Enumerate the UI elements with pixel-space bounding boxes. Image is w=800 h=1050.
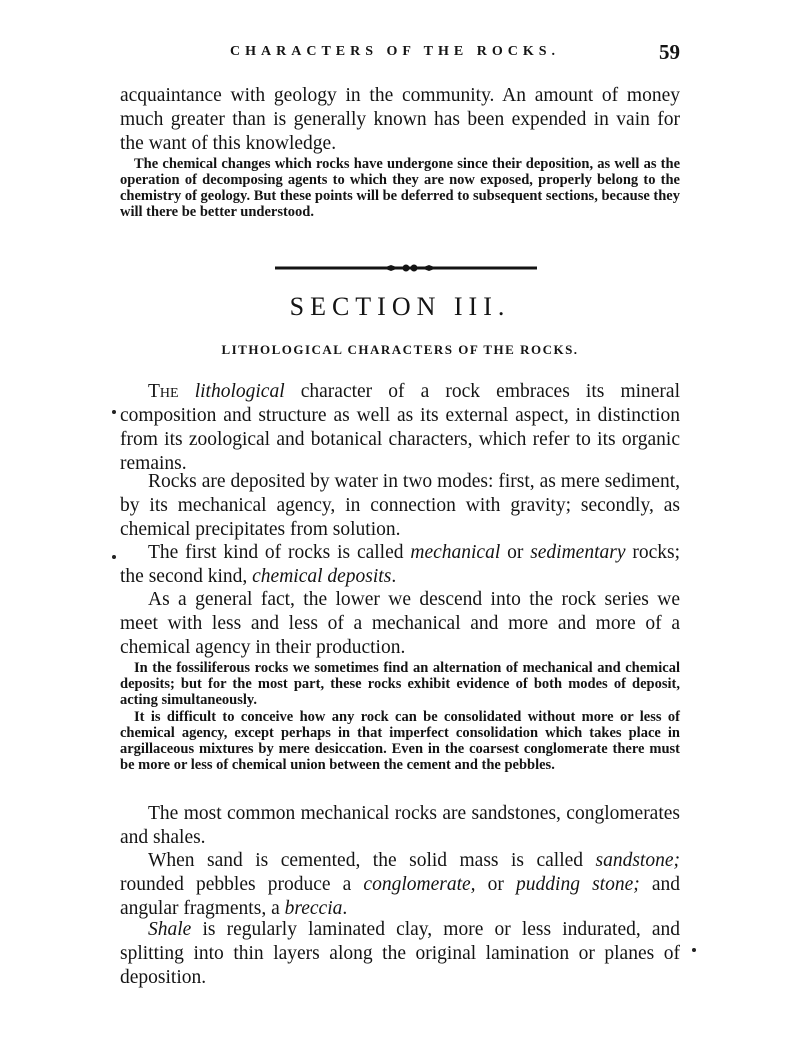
text-segment: . xyxy=(391,566,397,587)
term-lithological: lithological xyxy=(194,381,285,402)
text-segment: is regularly laminated clay, more or less indurated, and splitting into thin layers along the original lamination or planes of deposition. xyxy=(120,919,680,988)
page-number: 59 xyxy=(659,40,680,64)
term-pudding-stone: pudding stone; xyxy=(516,874,640,895)
paragraph-kinds-of-rocks xyxy=(120,541,680,589)
running-header xyxy=(120,40,680,66)
text-segment: and angular fragments, a xyxy=(120,874,681,919)
text-segment: rounded pebbles produce a xyxy=(120,874,364,895)
running-title: CHARACTERS OF THE ROCKS. xyxy=(230,44,561,59)
section-subtitle: LITHOLOGICAL CHARACTERS OF THE ROCKS. xyxy=(221,342,579,357)
text-segment: rocks; the second kind, xyxy=(120,542,681,587)
text-segment: . xyxy=(342,898,348,919)
term-chemical-deposits: chemical deposits xyxy=(252,566,392,587)
term-breccia: breccia xyxy=(284,898,343,919)
print-speck xyxy=(112,410,116,414)
print-speck xyxy=(112,555,116,559)
term-shale: Shale xyxy=(148,919,192,940)
text-segment: When sand is cemented, the solid mass is called xyxy=(148,850,596,871)
paragraph-sandstone xyxy=(120,849,680,921)
footnote-fossiliferous: In the fossiliferous rocks we sometimes find an alternation of mechanical and chemical deposits; but for the most part, these rocks exhibit evidence of both modes of deposit, acting simultaneously. xyxy=(120,660,680,708)
term-conglomerate: conglomerate, xyxy=(363,874,476,895)
section-title: SECTION III. xyxy=(289,292,511,321)
paragraph-common-rocks: The most common mechanical rocks are sandstones, conglomerates and shales. xyxy=(120,803,680,848)
section-divider-ornament xyxy=(275,264,537,272)
footnote-consolidation: It is difficult to conceive how any rock can be consolidated without more or less of chemical agency, except perhaps in that imperfect consolidation which takes place in argillaceous mixtures by mere desiccation. Even in the coarsest conglomerate there must be more or less of chemical union between the cement and the pebbles. xyxy=(120,709,680,773)
footnote-chemical-changes: The chemical changes which rocks have undergone since their deposition, as well as the operation of decomposing agents to which they are now exposed, properly belong to the chemistry of geology. But these points will be deferred to subsequent sections, because they will there be better understood. xyxy=(120,156,680,220)
term-sandstone: sandstone; xyxy=(595,850,680,871)
term-mechanical: mechanical xyxy=(410,542,501,563)
text-segment: or xyxy=(475,874,517,895)
paragraph-deposition-modes: Rocks are deposited by water in two modes: first, as mere sediment, by its mechanical agency, in connection with gravity; secondly, as chemical precipitates from solution. xyxy=(120,471,680,540)
term-sedimentary: sedimentary xyxy=(530,542,626,563)
paragraph-lead-word: The xyxy=(148,381,179,402)
print-speck xyxy=(692,948,696,952)
paragraph-lithological xyxy=(120,380,680,476)
paragraph-continuation: acquaintance with geology in the community. An amount of money much greater than is generally known has been expended in vain for the want of this knowledge. xyxy=(120,85,680,154)
paragraph-general-fact: As a general fact, the lower we descend into the rock series we meet with less and less of a mechanical and more and more of a chemical agency in their production. xyxy=(120,589,680,658)
paragraph-shale xyxy=(120,918,680,990)
text-segment: or xyxy=(500,542,531,563)
paragraph-text: character of a rock embraces its mineral composition and structure as well as its external aspect, in distinction from its zoological and botanical characters, which refer to its organic remains. xyxy=(120,381,680,474)
text-segment: The first kind of rocks is called xyxy=(148,542,411,563)
